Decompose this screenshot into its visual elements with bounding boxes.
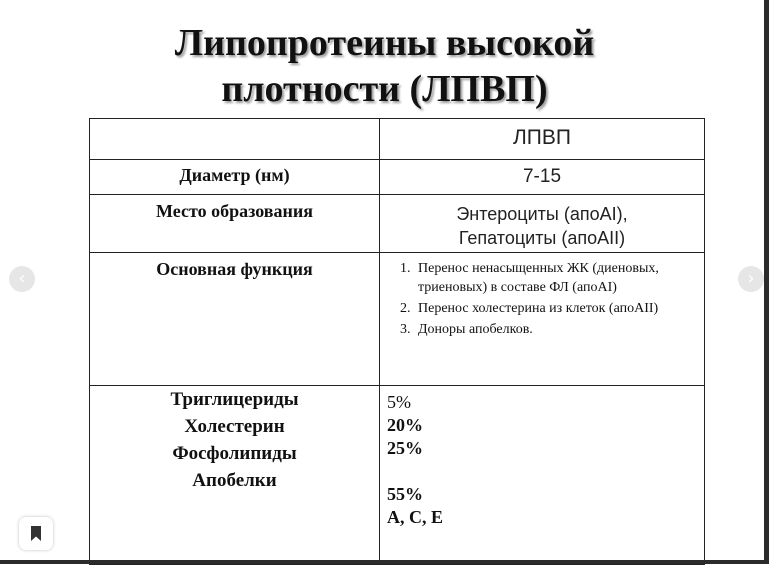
bookmark-icon	[30, 526, 42, 541]
header-empty-cell	[90, 119, 380, 160]
composition-label: Фосфолипиды	[172, 443, 297, 464]
diameter-label: Диаметр (нм)	[179, 165, 290, 185]
chevron-right-icon: ›	[747, 268, 755, 289]
place-label: Место образования	[156, 201, 313, 221]
title-line-2: плотности (ЛПВП)	[221, 68, 548, 110]
composition-gap	[387, 460, 704, 483]
place-value-line-2: Гепатоциты (апоAII)	[458, 228, 626, 248]
table-header-row	[90, 119, 705, 160]
chevron-left-icon: ‹	[18, 268, 26, 289]
prev-slide-button[interactable]	[9, 266, 35, 292]
composition-value: А, С, Е	[387, 507, 444, 527]
window-frame-bottom	[0, 560, 769, 564]
composition-label: Апобелки	[192, 470, 277, 491]
header-hdl-cell	[380, 119, 705, 160]
composition-value: 55%	[387, 484, 423, 504]
composition-labels	[90, 386, 379, 494]
place-value	[380, 195, 704, 250]
lipoprotein-table	[89, 118, 705, 565]
table-row-diameter	[90, 160, 705, 195]
list-item	[414, 299, 704, 318]
table-row-function	[90, 253, 705, 386]
function-list	[380, 259, 704, 339]
composition-value: 20%	[387, 415, 423, 435]
diameter-value: 7-15	[522, 166, 562, 187]
composition-value: 5%	[387, 392, 411, 412]
composition-label: Холестерин	[184, 416, 285, 437]
function-item-text: Перенос ненасыщенных ЖК (диеновых, триеновых) в составе ФЛ (апоAI)	[418, 261, 659, 295]
place-label-cell	[90, 195, 380, 253]
list-item	[414, 259, 704, 297]
composition-value: 25%	[387, 438, 423, 458]
list-item	[414, 320, 704, 339]
header-hdl-label: ЛПВП	[513, 126, 571, 149]
title-line-1: Липопротеины высокой	[174, 22, 595, 64]
composition-label: Триглицериды	[170, 389, 299, 410]
window-frame-right	[764, 0, 769, 564]
function-label-cell	[90, 253, 380, 386]
composition-values	[380, 386, 704, 529]
table-row-place	[90, 195, 705, 253]
bookmark-button[interactable]	[19, 517, 53, 550]
place-value-line-1: Энтероциты (апоAI),	[456, 204, 628, 224]
function-item-text: Перенос холестерина из клеток (апоAII)	[418, 301, 659, 316]
composition-value-cell	[380, 386, 705, 565]
composition-label-cell	[90, 386, 380, 565]
table-row-composition	[90, 386, 705, 565]
slide-title	[0, 20, 769, 112]
next-slide-button[interactable]	[738, 266, 764, 292]
diameter-label-cell	[90, 160, 380, 195]
place-value-cell	[380, 195, 705, 253]
function-item-text: Доноры апобелков.	[418, 322, 533, 337]
function-value-cell	[380, 253, 705, 386]
diameter-value-cell	[380, 160, 705, 195]
function-label: Основная функция	[156, 259, 313, 279]
